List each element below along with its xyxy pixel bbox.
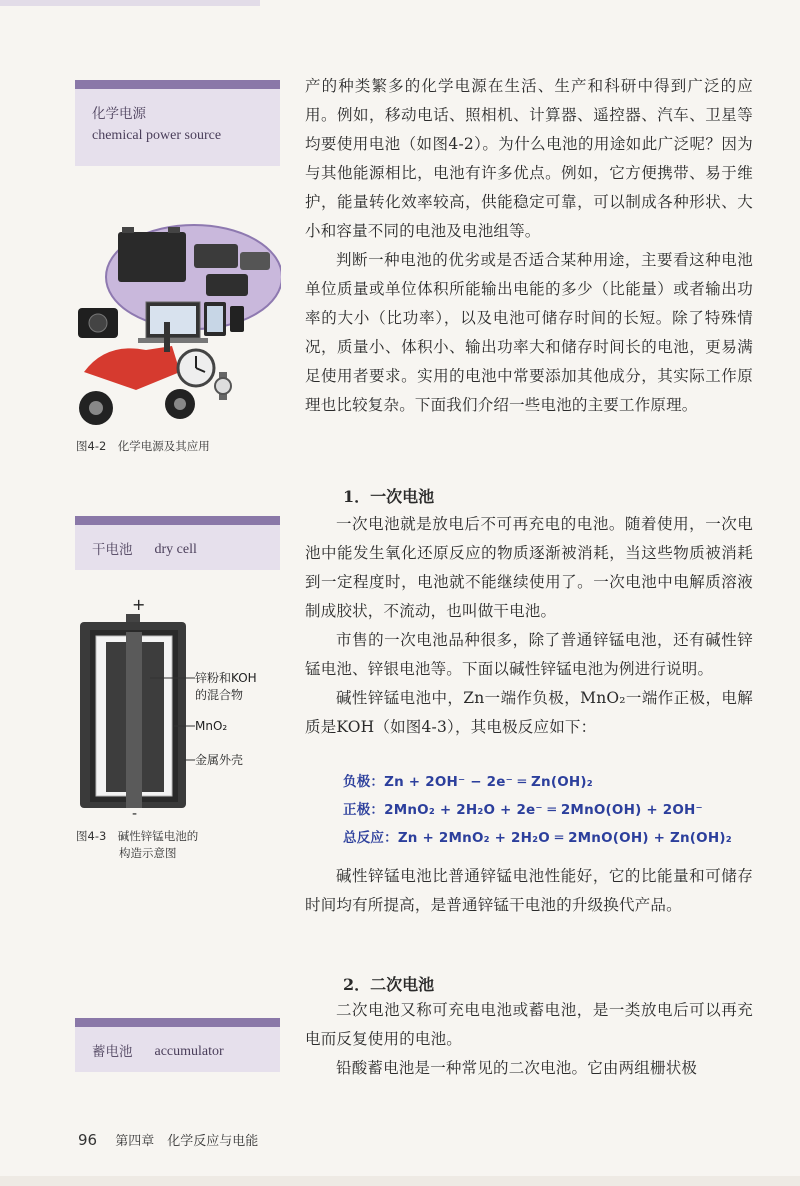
- paragraph-7: 二次电池又称可充电电池或蓄电池，是一类放电后可以再充电而反复使用的电池。: [305, 1001, 753, 1048]
- label-mno2: MnO₂: [195, 719, 228, 733]
- figure-4-3-battery-diagram: [76, 596, 196, 818]
- paragraph-3: 一次电池就是放电后不可再充电的电池。随着使用，一次电池中能发生氧化还原反应的物质逐渐被消耗，当这些物质被消耗到一定程度时，电池就不能继续使用了。一次电池中电解质溶液制成胶状，不流动，也叫做干电池。: [305, 515, 753, 620]
- alarm-clock-icon: [178, 350, 214, 386]
- figure-4-2-illustration: [76, 222, 281, 432]
- laptop-icon: [138, 302, 208, 343]
- term-zh: 蓄电池: [92, 1043, 133, 1060]
- figure-4-3-caption: [76, 828, 198, 862]
- heading-secondary-battery: 2．二次电池: [343, 975, 435, 994]
- equation-positive: [343, 798, 703, 818]
- camera-icon: [78, 308, 118, 338]
- page-number: 96: [78, 1131, 98, 1149]
- paragraph-4: 市售的一次电池品种很多，除了普通锌锰电池，还有碱性锌锰电池、锌银电池等。下面以碱性锌锰电池为例进行说明。: [305, 631, 753, 678]
- label-zn-koh: [195, 670, 257, 704]
- equation-total-formula: Zn + 2MnO₂ + 2H₂O ═ 2MnO(OH) + Zn(OH)₂: [397, 830, 732, 846]
- tablet-phone-icon: [204, 302, 244, 336]
- figure-4-3-caption-line1: 图4-3 碱性锌锰电池的: [76, 829, 199, 843]
- paragraph-6: 碱性锌锰电池比普通锌锰电池性能好，它的比能量和可储存时间均有所提高，是普通锌锰干电池的升级换代产品。: [305, 867, 753, 914]
- positive-terminal-label: +: [132, 596, 146, 614]
- car-battery-icon: [118, 227, 186, 282]
- equation-positive-label: 正极：: [343, 802, 385, 818]
- term-en: accumulator: [154, 1043, 224, 1059]
- term-box-dry-cell: [75, 516, 280, 570]
- figure-4-2-caption: 图4-2 化学电源及其应用: [76, 439, 210, 453]
- positive-cap: [126, 614, 140, 622]
- current-collector-rod: [126, 632, 142, 808]
- term-box-accumulator: [75, 1018, 280, 1072]
- main-text-block-1: [305, 72, 753, 420]
- equation-negative-label: 负极：: [343, 774, 385, 790]
- paragraph-8: 铅酸蓄电池是一种常见的二次电池。它由两组栅状极: [336, 1059, 698, 1077]
- page-footer: [78, 1130, 258, 1149]
- negative-terminal-label: -: [132, 806, 138, 818]
- term-zh: 干电池: [92, 541, 133, 558]
- heading-primary-battery: 1．一次电池: [343, 487, 435, 506]
- equation-positive-formula: 2MnO₂ + 2H₂O + 2e⁻ ═ 2MnO(OH) + 2OH⁻: [384, 802, 703, 818]
- paragraph-1: 产的种类繁多的化学电源在生活、生产和科研中得到广泛的应用。例如，移动电话、照相机、计算器、遥控器、汽车、卫星等均要使用电池（如图4-2）。为什么电池的用途如此广泛呢？因为与其他能源相比，电池有许多优点。例如，它方便携带、易于维护，能量转化效率较高，供能稳定可靠，可以制成各种形状、大小和容量不同的电池及电池组等。: [305, 77, 753, 240]
- equation-negative: [343, 770, 593, 790]
- paragraph-2: 判断一种电池的优劣或是否适合某种用途，主要看这种电池单位质量或单位体积所能输出电能的多少（比能量）或者输出功率的大小（比功率），以及电池可储存时间的长短。除了特殊情况，质量小、体积小、输出功率大和储存时间长的电池，更易满足使用者要求。实用的电池中常要添加其他成分，其实际工作原理也比较复杂。下面我们介绍一些电池的主要工作原理。: [305, 251, 753, 414]
- equation-negative-formula: Zn + 2OH⁻ − 2e⁻ ═ Zn(OH)₂: [384, 774, 593, 790]
- label-zn-koh-line2: 的混合物: [195, 688, 244, 702]
- term-en: chemical power source: [92, 128, 222, 143]
- term-box-chemical-power-source: [75, 80, 280, 166]
- wristwatch-icon: [215, 372, 231, 400]
- equation-total: [343, 826, 732, 846]
- term-zh: 化学电源: [92, 106, 146, 122]
- chapter-title: 第四章 化学反应与电能: [115, 1134, 259, 1149]
- label-metal-shell: 金属外壳: [195, 753, 244, 767]
- term-en: dry cell: [154, 541, 197, 557]
- figure-4-3-caption-line2: 构造示意图: [119, 846, 177, 860]
- top-decor-bar: [0, 0, 260, 6]
- main-text-block-3: [305, 862, 753, 920]
- main-text-block-2: [305, 510, 753, 742]
- equation-total-label: 总反应：: [343, 830, 398, 846]
- label-zn-koh-line1: 锌粉和KOH: [195, 671, 257, 685]
- bottom-decor-bar: [0, 1176, 800, 1186]
- main-text-block-4: [305, 996, 753, 1083]
- paragraph-5: 碱性锌锰电池中，Zn一端作负极，MnO₂一端作正极，电解质是KOH（如图4-3），其电极反应如下：: [305, 689, 753, 736]
